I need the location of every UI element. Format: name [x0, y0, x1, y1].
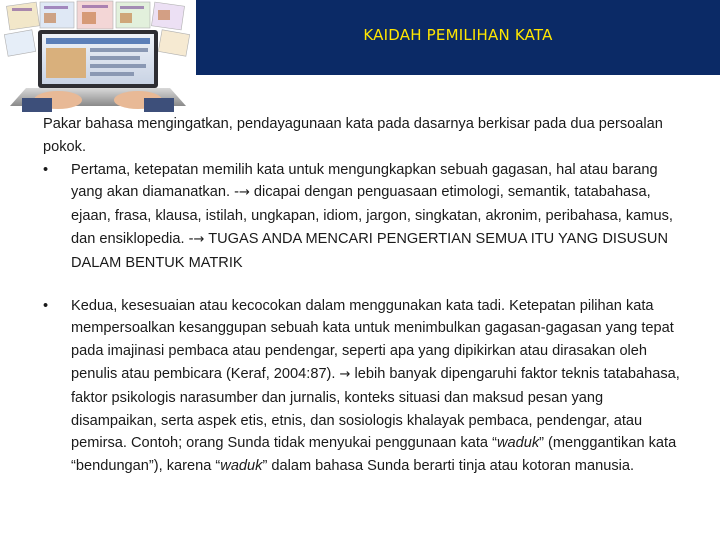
hands-on-laptop-with-web-pages-icon [0, 0, 196, 112]
bullet-text: ” dalam bahasa Sunda berarti tinja atau kotoran manusia. [262, 458, 635, 475]
bullet-item-2 [43, 295, 683, 478]
bullet-text: TUGAS ANDA MENCARI PENGERTIAN SEMUA ITU YANG DISUSUN DALAM BENTUK MATRIK [71, 230, 668, 271]
bullet-text: ” (menggantikan kata “bendungan”), karena “ [71, 435, 677, 475]
italic-term: waduk [496, 435, 540, 452]
arrow-right-icon: → [339, 366, 351, 382]
bullet-text: lebih banyak dipengaruhi faktor teknis tatabahasa, faktor psikologis narasumber dan jurnalis, konteks situasi dan maksud pesan yang disampaikan, serta aspek etis, etnis, dan sosiologis khalayak pembaca, pendengar, atau pemirsa. Contoh; orang Sunda tidak menyukai penggunaan kata “ [71, 365, 680, 452]
italic-term: waduk [220, 458, 263, 475]
slide-title: KAIDAH PEMILIHAN KATA [363, 26, 553, 44]
bullet-dot: • [43, 161, 49, 178]
intro-paragraph: Pakar bahasa mengingatkan, pendayagunaan kata pada dasarnya berkisar pada dua persoalan pokok. [43, 116, 663, 155]
bullet-text: Kedua, kesesuaian atau kecocokan dalam menggunakan kata tadi. Ketepatan pilihan kata mempersoalkan kesanggupan sebuah kata untuk menimbulkan gagasan-gagasan yang tepat pada imajinasi pembaca atau pendengar, seperti apa yang dipikirkan atau dirasakan oleh penulis atau pembicara (Keraf, 2004:87). [71, 297, 674, 382]
bullet-text: dicapai dengan penguasaan etimologi, semantik, tatabahasa, ejaan, frasa, klausa, istilah, ungkapan, idiom, jargon, singkatan, akronim, peribahasa, kamus, dan ensiklopedia. - [71, 184, 673, 247]
bullet-text: Pertama, ketepatan memilih kata untuk mengungkapkan sebuah gagasan, hal atau barang yang akan diamanatkan. - [71, 161, 658, 201]
arrow-right-icon: → [193, 231, 205, 247]
arrow-right-icon: → [238, 185, 250, 201]
bullet-item-1 [43, 159, 683, 275]
content-body [43, 113, 683, 478]
bullet-dot: • [43, 297, 49, 314]
